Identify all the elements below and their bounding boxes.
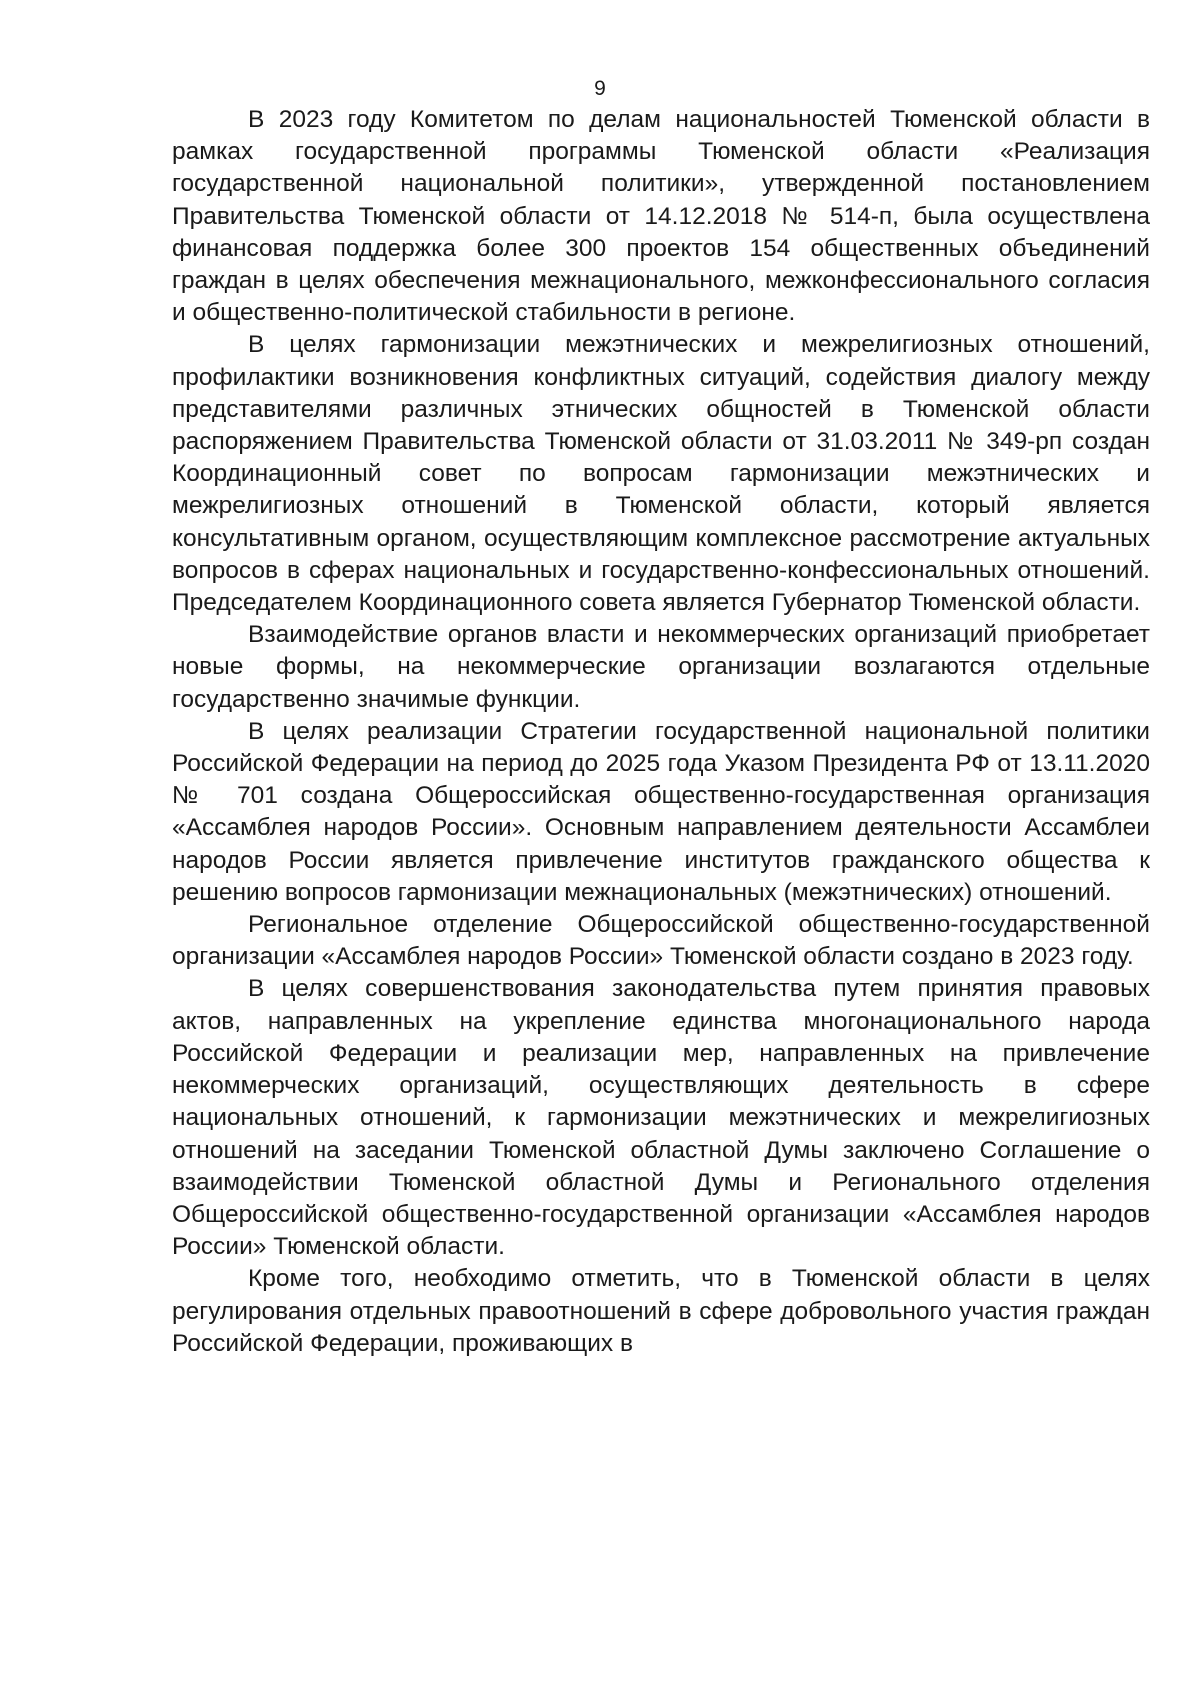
page-number: 9	[594, 77, 606, 100]
paragraph-assembly-creation: В целях реализации Стратегии государственной национальной политики Российской Федерации на период до 2025 года Указом Президента РФ от 13.11.2020 № 701 создана Общероссийская общественно-государственная организация «Ассамблея народов России». Основным направлением деятельности Ассамблеи народов России является привлечение институтов гражданского общества к решению вопросов гармонизации межнациональных (межэтнических) отношений.	[172, 717, 1150, 906]
paragraph-volunteer-participation: Кроме того, необходимо отметить, что в Тюменской области в целях регулирования отдельных правоотношений в сфере добровольного участия граждан Российской Федерации, проживающих в	[172, 1265, 1150, 1357]
paragraph-regional-branch: Региональное отделение Общероссийской общественно-государственной организации «Ассамблея народов России» Тюменской области создано в 2023 году.	[172, 911, 1150, 971]
document-body	[172, 104, 1150, 1360]
paragraph-coordination-council: В целях гармонизации межэтнических и межрелигиозных отношений, профилактики возникновения конфликтных ситуаций, содействия диалогу между представителями различных этнических общностей в Тюменской области распоряжением Правительства Тюменской области от 31.03.2011 № 349-рп создан Координационный совет по вопросам гармонизации межэтнических и межрелигиозных отношений в Тюменской области, который является консультативным органом, осуществляющим комплексное рассмотрение актуальных вопросов в сферах национальных и государственно-конфессиональных отношений. Председателем Координационного совета является Губернатор Тюменской области.	[172, 331, 1150, 617]
paragraph-financial-support: В 2023 году Комитетом по делам национальностей Тюменской области в рамках государственной программы Тюменской области «Реализация государственной национальной политики», утвержденной постановлением Правительства Тюменской области от 14.12.2018 № 514-п, была осуществлена финансовая поддержка более 300 проектов 154 общественных объединений граждан в целях обеспечения межнационального, межконфессионального согласия и общественно-политической стабильности в регионе.	[172, 106, 1150, 327]
paragraph-agreement: В целях совершенствования законодательства путем принятия правовых актов, направленных на укрепление единства многонационального народа Российской Федерации и реализации мер, направленных на привлечение некоммерческих организаций, осуществляющих деятельность в сфере национальных отношений, к гармонизации межэтнических и межрелигиозных отношений на заседании Тюменской областной Думы заключено Соглашение о взаимодействии Тюменской областной Думы и Регионального отделения Общероссийской общественно-государственной организации «Ассамблея народов России» Тюменской области.	[172, 975, 1150, 1261]
paragraph-nonprofit-interaction: Взаимодействие органов власти и некоммерческих организаций приобретает новые формы, на некоммерческие организации возлагаются отдельные государственно значимые функции.	[172, 621, 1150, 713]
